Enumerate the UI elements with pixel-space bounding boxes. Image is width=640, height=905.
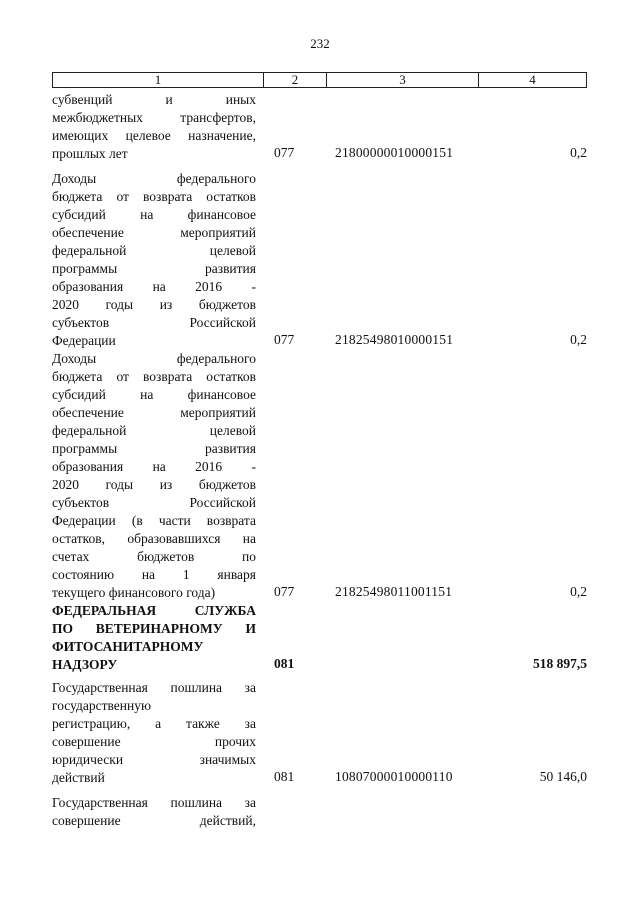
description-line: федеральной целевой xyxy=(52,243,256,258)
budget-classification-code: 21825498011001151 xyxy=(335,584,453,599)
description-line: ПО ВЕТЕРИНАРНОМУ И xyxy=(52,621,256,636)
description-line: Федерации xyxy=(52,333,116,348)
description-line: субсидий на финансовое xyxy=(52,387,256,402)
admin-code: 081 xyxy=(274,656,295,671)
description-line: субсидий на финансовое xyxy=(52,207,256,222)
description-line: субъектов Российской xyxy=(52,495,256,510)
amount-value: 0,2 xyxy=(570,584,587,599)
description-line: межбюджетных трансфертов, xyxy=(52,110,256,125)
description-line: действий xyxy=(52,770,105,785)
description-line: состоянию на 1 января xyxy=(52,567,256,582)
column-header-4: 4 xyxy=(529,72,536,87)
table-column-header xyxy=(52,72,587,88)
description-line: образования на 2016 - xyxy=(52,459,256,474)
amount-value: 518 897,5 xyxy=(533,656,587,671)
amount-value: 0,2 xyxy=(570,145,587,160)
page-number: 232 xyxy=(310,36,330,51)
budget-classification-code: 10807000010000110 xyxy=(335,769,453,784)
budget-classification-code: 21800000010000151 xyxy=(335,145,454,160)
description-line: регистрацию, а также за xyxy=(52,716,256,731)
description-line: образования на 2016 - xyxy=(52,279,256,294)
description-line: программы развития xyxy=(52,261,256,276)
description-line: совершение действий, xyxy=(52,813,256,828)
admin-code: 081 xyxy=(274,769,295,784)
amount-value: 50 146,0 xyxy=(539,769,587,784)
column-header-3: 3 xyxy=(327,73,479,87)
description-line: остатков, образовавшихся на xyxy=(52,531,256,546)
row-description xyxy=(52,350,256,602)
description-line: Федерации (в части возврата xyxy=(52,513,256,528)
description-line: совершение прочих xyxy=(52,734,256,749)
description-line: субъектов Российской xyxy=(52,315,256,330)
row-description xyxy=(52,679,256,787)
column-header-2: 2 xyxy=(264,73,327,87)
description-line: 2020 годы из бюджетов xyxy=(52,297,256,312)
description-line: счетах бюджетов по xyxy=(52,549,256,564)
admin-code: 077 xyxy=(274,145,295,160)
description-line: программы развития xyxy=(52,441,256,456)
description-line: имеющих целевое назначение, xyxy=(52,128,256,143)
amount-value: 0,2 xyxy=(570,332,587,347)
description-line: субвенций и иных xyxy=(52,92,256,107)
description-line: юридически значимых xyxy=(52,752,256,767)
description-line: прошлых лет xyxy=(52,146,128,161)
section-title xyxy=(52,602,256,674)
description-line: бюджета от возврата остатков xyxy=(52,369,256,384)
admin-code: 077 xyxy=(274,332,295,347)
description-line: НАДЗОРУ xyxy=(52,657,118,672)
description-line: бюджета от возврата остатков xyxy=(52,189,256,204)
description-line: текущего финансового года) xyxy=(52,585,216,600)
description-line: ФЕДЕРАЛЬНАЯ СЛУЖБА xyxy=(52,603,256,618)
description-line: федеральной целевой xyxy=(52,423,256,438)
description-line: государственную xyxy=(52,698,152,713)
budget-classification-code: 21825498010000151 xyxy=(335,332,454,347)
description-line: 2020 годы из бюджетов xyxy=(52,477,256,492)
description-line: обеспечение мероприятий xyxy=(52,225,256,240)
description-line: Доходы федерального xyxy=(52,171,256,186)
row-description xyxy=(52,170,256,350)
description-line: Доходы федерального xyxy=(52,351,256,366)
description-line: обеспечение мероприятий xyxy=(52,405,256,420)
description-line: Государственная пошлина за xyxy=(52,795,256,810)
description-line: Государственная пошлина за xyxy=(52,680,256,695)
column-header-1: 1 xyxy=(53,73,264,87)
admin-code: 077 xyxy=(274,584,295,599)
row-description xyxy=(52,794,256,830)
row-description xyxy=(52,91,256,163)
description-line: ФИТОСАНИТАРНОМУ xyxy=(52,639,204,654)
